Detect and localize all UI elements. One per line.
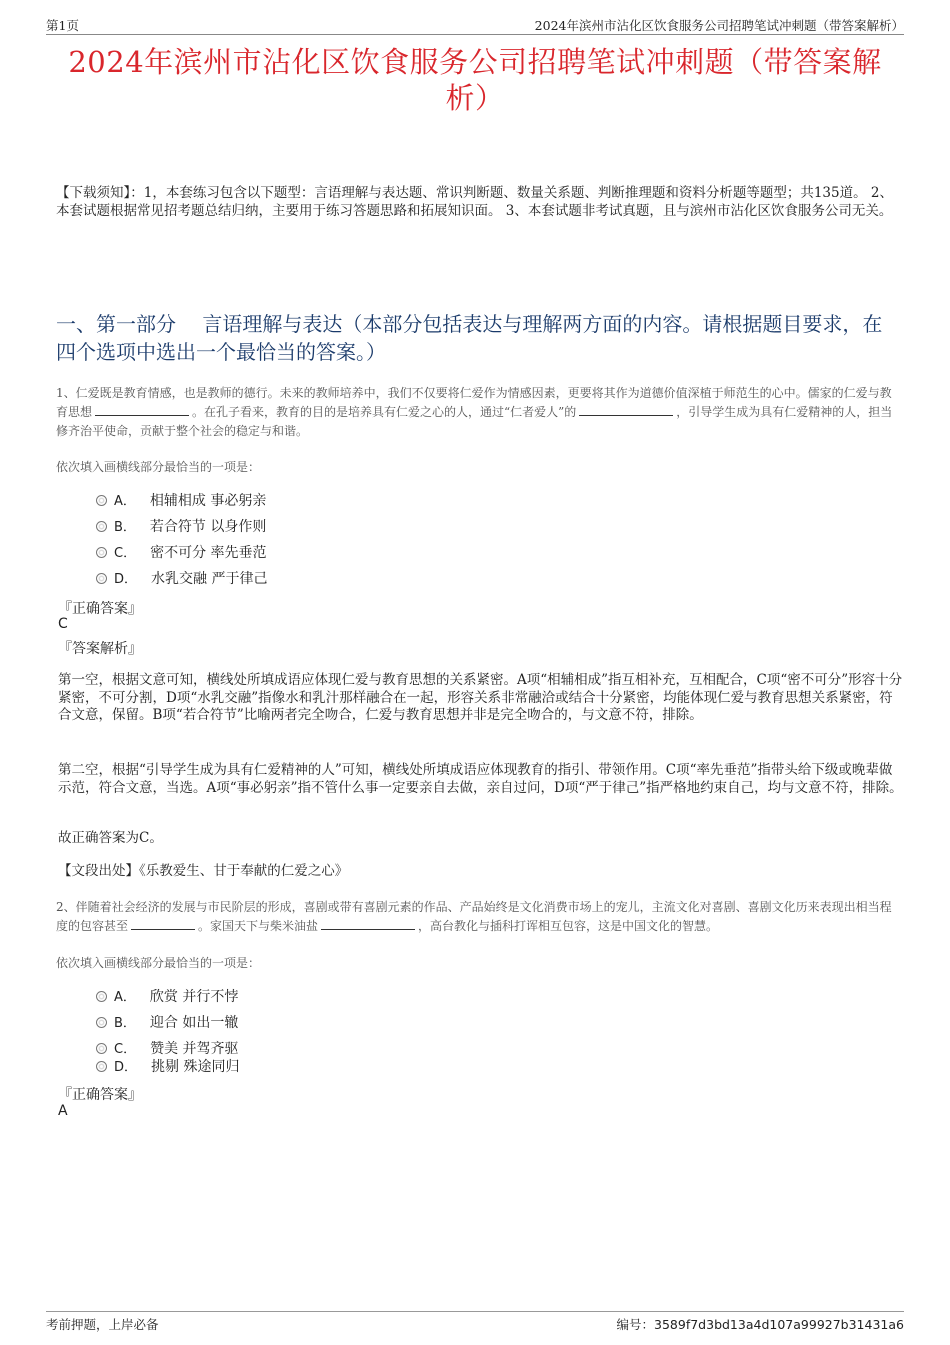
footer-slogan: 考前押题，上岸必备 bbox=[46, 1317, 159, 1332]
question-2-answer: A bbox=[58, 1103, 68, 1119]
question-1-text-c: ，引导学生成为具有仁爱精神的人，担当修齐治平使命，贡献于整个社会的稳定与和谐。 bbox=[56, 405, 893, 438]
page-number: 第1页 bbox=[46, 18, 79, 33]
footer-code-label: 编号： bbox=[616, 1317, 655, 1332]
option-letter: D． bbox=[114, 1060, 138, 1075]
footer-code-value: 3589f7d3bd13a4d107a99927b31431a6 bbox=[654, 1317, 904, 1332]
header-doc-title: 2024年滨州市沾化区饮食服务公司招聘笔试冲刺题（带答案解析） bbox=[534, 18, 904, 33]
radio-icon[interactable] bbox=[96, 1061, 107, 1072]
blank-line bbox=[579, 403, 673, 416]
radio-icon[interactable] bbox=[96, 495, 107, 506]
option-text: 迎合 如出一辙 bbox=[149, 1015, 239, 1031]
question-1-answer-label: 『正确答案』 bbox=[58, 601, 142, 617]
download-notice: 【下载须知】：1，本套练习包含以下题型：言语理解与表达题、常识判断题、数量关系题、判断推理题和资料分析题等题型；共135道。 2、本套试题根据常见招考题总结归纳，主要用于练习答题思路和拓展知识面。 3、本套试题非考试真题，且与滨州市沾化区饮食服务公司无关。 bbox=[56, 185, 893, 219]
blank-line bbox=[95, 403, 189, 416]
question-2-text bbox=[56, 898, 900, 936]
question-2-option-c[interactable] bbox=[96, 1040, 239, 1058]
question-1-text bbox=[56, 384, 900, 441]
question-2-text-c: ，高台教化与插科打诨相互包容，这是中国文化的智慧。 bbox=[418, 919, 719, 933]
option-letter: B． bbox=[114, 1016, 136, 1031]
radio-icon[interactable] bbox=[96, 1043, 107, 1054]
option-letter: C． bbox=[114, 546, 137, 561]
question-1-option-b[interactable] bbox=[96, 518, 266, 536]
question-1-option-d[interactable] bbox=[96, 570, 267, 588]
option-text: 密不可分 率先垂范 bbox=[150, 545, 267, 561]
question-2-prompt: 依次填入画横线部分最恰当的一项是： bbox=[56, 956, 261, 970]
option-text: 若合符节 以身作则 bbox=[149, 519, 267, 535]
question-2-option-d[interactable] bbox=[96, 1058, 239, 1076]
option-text: 欣赏 并行不悖 bbox=[149, 989, 239, 1005]
radio-icon[interactable] bbox=[96, 521, 107, 532]
question-1-prompt: 依次填入画横线部分最恰当的一项是： bbox=[56, 460, 261, 474]
option-letter: C． bbox=[114, 1042, 137, 1057]
blank-line bbox=[131, 917, 195, 930]
question-2-text-b: 。家国天下与柴米油盐 bbox=[198, 919, 319, 933]
question-2-text-a: 2、伴随着社会经济的发展与市民阶层的形成，喜剧或带有喜剧元素的作品、产品始终是文化消费市场上的宠儿，主流文化对喜剧、喜剧文化历来表现出相当程度的包容甚至 bbox=[56, 900, 892, 933]
section-title: 一、第一部分 言语理解与表达（本部分包括表达与理解两方面的内容。请根据题目要求，在四个选项中选出一个最恰当的答案。） bbox=[56, 312, 883, 364]
question-1-analysis-p1: 第一空，根据文意可知，横线处所填成语应体现仁爱与教育思想的关系紧密。A项“相辅相成”指互相补充，互相配合，C项“密不可分”形容十分紧密，不可分割，D项“水乳交融”指像水和乳汁那样融合在一起，形容关系非常融洽或结合十分紧密，均能体现仁爱与教育思想关系紧密，符合文意，保留。B项“若合符节”比喻两者完全吻合，仁爱与教育思想并非是完全吻合的，与文意不符，排除。 bbox=[58, 672, 903, 723]
question-1-text-b: 。在孔子看来，教育的目的是培养具有仁爱之心的人，通过“仁者爱人”的 bbox=[192, 405, 577, 419]
question-2-answer-label: 『正确答案』 bbox=[58, 1087, 142, 1103]
radio-icon[interactable] bbox=[96, 547, 107, 558]
question-2-option-b[interactable] bbox=[96, 1014, 238, 1032]
option-letter: A． bbox=[114, 990, 136, 1005]
question-1-answer: C bbox=[58, 616, 68, 632]
question-1-analysis-p3: 故正确答案为C。 bbox=[58, 830, 163, 846]
radio-icon[interactable] bbox=[96, 1017, 107, 1028]
blank-line bbox=[321, 917, 415, 930]
question-1-text-a: 1、仁爱既是教育情感，也是教师的德行。未来的教师培养中，我们不仅要将仁爱作为情感因素，更要将其作为道德价值深植于师范生的心中。儒家的仁爱与教育思想 bbox=[56, 386, 892, 419]
page-title: 2024年滨州市沾化区饮食服务公司招聘笔试冲刺题（带答案解析） bbox=[68, 45, 882, 115]
footer-code bbox=[617, 1315, 905, 1333]
question-1-analysis-p2: 第二空，根据“引导学生成为具有仁爱精神的人”可知，横线处所填成语应体现教育的指引、带领作用。C项“率先垂范”指带头给下级或晚辈做示范，符合文意，当选。A项“事必躬亲”指不管什么事一定要亲自去做，亲自过问，D项“严于律己”指严格地约束自己，均与文意不符，排除。 bbox=[58, 762, 903, 796]
question-1-option-c[interactable] bbox=[96, 544, 267, 562]
option-letter: B． bbox=[114, 520, 136, 535]
question-2-option-a[interactable] bbox=[96, 988, 238, 1006]
question-1-source: 【文段出处】《乐教爱生、甘于奉献的仁爱之心》 bbox=[58, 863, 349, 879]
radio-icon[interactable] bbox=[96, 573, 107, 584]
option-text: 水乳交融 严于律己 bbox=[151, 571, 268, 587]
question-1-option-a[interactable] bbox=[96, 492, 266, 510]
option-text: 相辅相成 事必躬亲 bbox=[149, 493, 267, 509]
radio-icon[interactable] bbox=[96, 991, 107, 1002]
page-footer bbox=[46, 1311, 904, 1334]
page-header bbox=[46, 14, 904, 35]
option-text: 挑剔 殊途同归 bbox=[151, 1059, 240, 1075]
question-1-analysis-label: 『答案解析』 bbox=[58, 641, 142, 657]
option-text: 赞美 并驾齐驱 bbox=[150, 1041, 239, 1057]
option-letter: A． bbox=[114, 494, 136, 509]
option-letter: D． bbox=[114, 572, 138, 587]
